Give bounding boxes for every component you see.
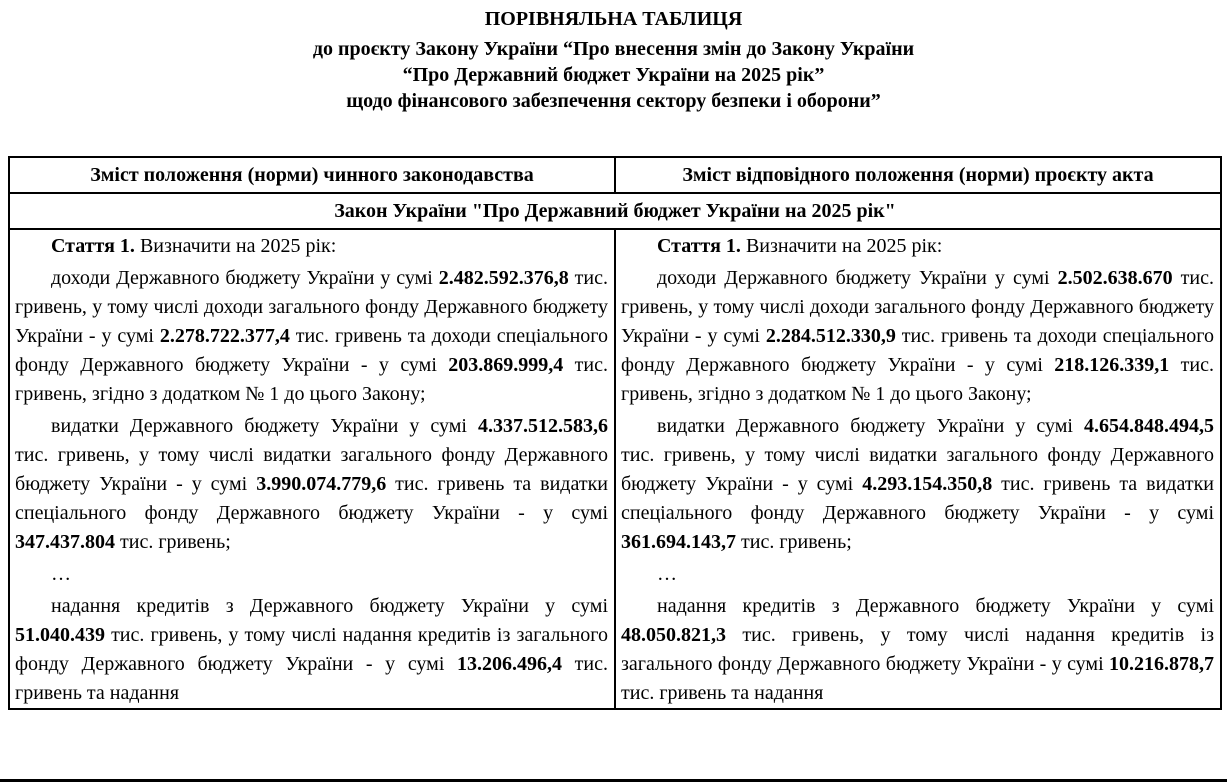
section-law-title: Закон України "Про Державний бюджет України на 2025 рік" xyxy=(9,193,1221,229)
amount-value: 10.216.878,7 xyxy=(1109,653,1214,675)
amount-value: 2.278.722.377,4 xyxy=(159,325,290,347)
text-segment: Визначити на 2025 рік: xyxy=(740,235,943,257)
ellipsis-paragraph xyxy=(15,560,608,589)
cell-current-law xyxy=(9,229,615,709)
text-segment: тис. гривень, у тому числі доходи загального фонду Державного бюджету України - у сумі xyxy=(15,267,608,347)
amount-value: 203.869.999,4 xyxy=(448,354,564,376)
col-header-current-law: Зміст положення (норми) чинного законодавства xyxy=(9,157,615,193)
body-paragraph xyxy=(15,264,608,409)
text-segment: … xyxy=(51,563,73,585)
text-segment: тис. гривень та надання xyxy=(621,682,824,704)
comparison-table xyxy=(8,156,1222,710)
doc-title-line-main: ПОРІВНЯЛЬНА ТАБЛИЦЯ xyxy=(484,8,743,30)
amount-value: 218.126.339,1 xyxy=(1054,354,1170,376)
text-segment: тис. гривень, у тому числі видатки загального фонду Державного бюджету України - у сумі xyxy=(621,444,1214,495)
text-segment: Визначити на 2025 рік: xyxy=(134,235,337,257)
document-title-block xyxy=(0,0,1227,114)
doc-title-line-4: щодо фінансового забезпечення сектору безпеки і оборони” xyxy=(346,90,881,112)
amount-value: 13.206.496,4 xyxy=(457,653,563,675)
text-segment: видатки Державного бюджету України у сумі xyxy=(657,415,1084,437)
amount-value: 361.694.143,7 xyxy=(621,531,736,553)
text-segment: тис. гривень, у тому числі надання кредитів із загального фонду Державного бюджету України - у сумі xyxy=(15,624,608,675)
section-row xyxy=(9,193,1221,229)
text-segment: тис. гривень та видатки спеціального фонду Державного бюджету України - у сумі xyxy=(15,473,608,524)
amount-value: 4.654.848.494,5 xyxy=(1084,415,1214,437)
text-segment: тис. гривень та надання xyxy=(15,653,608,704)
text-segment: доходи Державного бюджету України у сумі xyxy=(657,267,1058,289)
amount-value: 2.284.512.330,9 xyxy=(765,325,896,347)
amount-value: 2.502.638.670 xyxy=(1057,267,1173,289)
body-paragraph xyxy=(15,412,608,557)
amount-value: 51.040.439 xyxy=(15,624,105,646)
body-paragraph xyxy=(621,264,1214,409)
body-paragraph xyxy=(621,412,1214,557)
text-segment: тис. гривень, у тому числі надання кредитів із загального фонду Державного бюджету України - у сумі xyxy=(621,624,1214,675)
amount-value: 4.337.512.583,6 xyxy=(478,415,608,437)
text-segment: тис. гривень, у тому числі видатки загального фонду Державного бюджету України - у сумі xyxy=(15,444,608,495)
text-segment: тис. гривень та доходи спеціального фонду Державного бюджету України - у сумі xyxy=(15,325,608,376)
table-body-row xyxy=(9,229,1221,709)
amount-value: 4.293.154.350,8 xyxy=(862,473,993,495)
amount-value: 2.482.592.376,8 xyxy=(438,267,569,289)
amount-value: 3.990.074.779,6 xyxy=(256,473,387,495)
text-segment: тис. гривень, згідно з додатком № 1 до цього Закону; xyxy=(621,354,1214,405)
article-heading-paragraph xyxy=(15,232,608,261)
amount-value: 347.437.804 xyxy=(15,531,115,553)
text-segment: тис. гривень; xyxy=(115,531,231,553)
amount-value: 48.050.821,3 xyxy=(621,624,726,646)
text-segment: тис. гривень; xyxy=(736,531,852,553)
col-header-draft-act: Зміст відповідного положення (норми) проєкту акта xyxy=(615,157,1221,193)
text-segment: доходи Державного бюджету України у сумі xyxy=(51,267,439,289)
body-paragraph xyxy=(621,592,1214,708)
text-segment: видатки Державного бюджету України у сумі xyxy=(51,415,478,437)
text-segment: тис. гривень, згідно з додатком № 1 до цього Закону; xyxy=(15,354,608,405)
article-heading-paragraph xyxy=(621,232,1214,261)
cell-draft-act xyxy=(615,229,1221,709)
page-bottom-edge-line xyxy=(0,779,1227,782)
text-segment: надання кредитів з Державного бюджету України у сумі xyxy=(51,595,608,617)
table-header-row xyxy=(9,157,1221,193)
doc-title-line-3: “Про Державний бюджет України на 2025 рік” xyxy=(402,64,825,86)
body-paragraph xyxy=(15,592,608,708)
text-segment: надання кредитів з Державного бюджету України у сумі xyxy=(657,595,1214,617)
text-segment: … xyxy=(657,563,679,585)
doc-title-line-2: до проєкту Закону України “Про внесення змін до Закону України xyxy=(312,38,915,60)
text-segment: тис. гривень, у тому числі доходи загального фонду Державного бюджету України - у сумі xyxy=(621,267,1214,347)
text-segment: тис. гривень та доходи спеціального фонду Державного бюджету України - у сумі xyxy=(621,325,1214,376)
amount-value: Стаття 1. xyxy=(657,235,741,257)
ellipsis-paragraph xyxy=(621,560,1214,589)
amount-value: Стаття 1. xyxy=(51,235,135,257)
text-segment: тис. гривень та видатки спеціального фонду Державного бюджету України - у сумі xyxy=(621,473,1214,524)
